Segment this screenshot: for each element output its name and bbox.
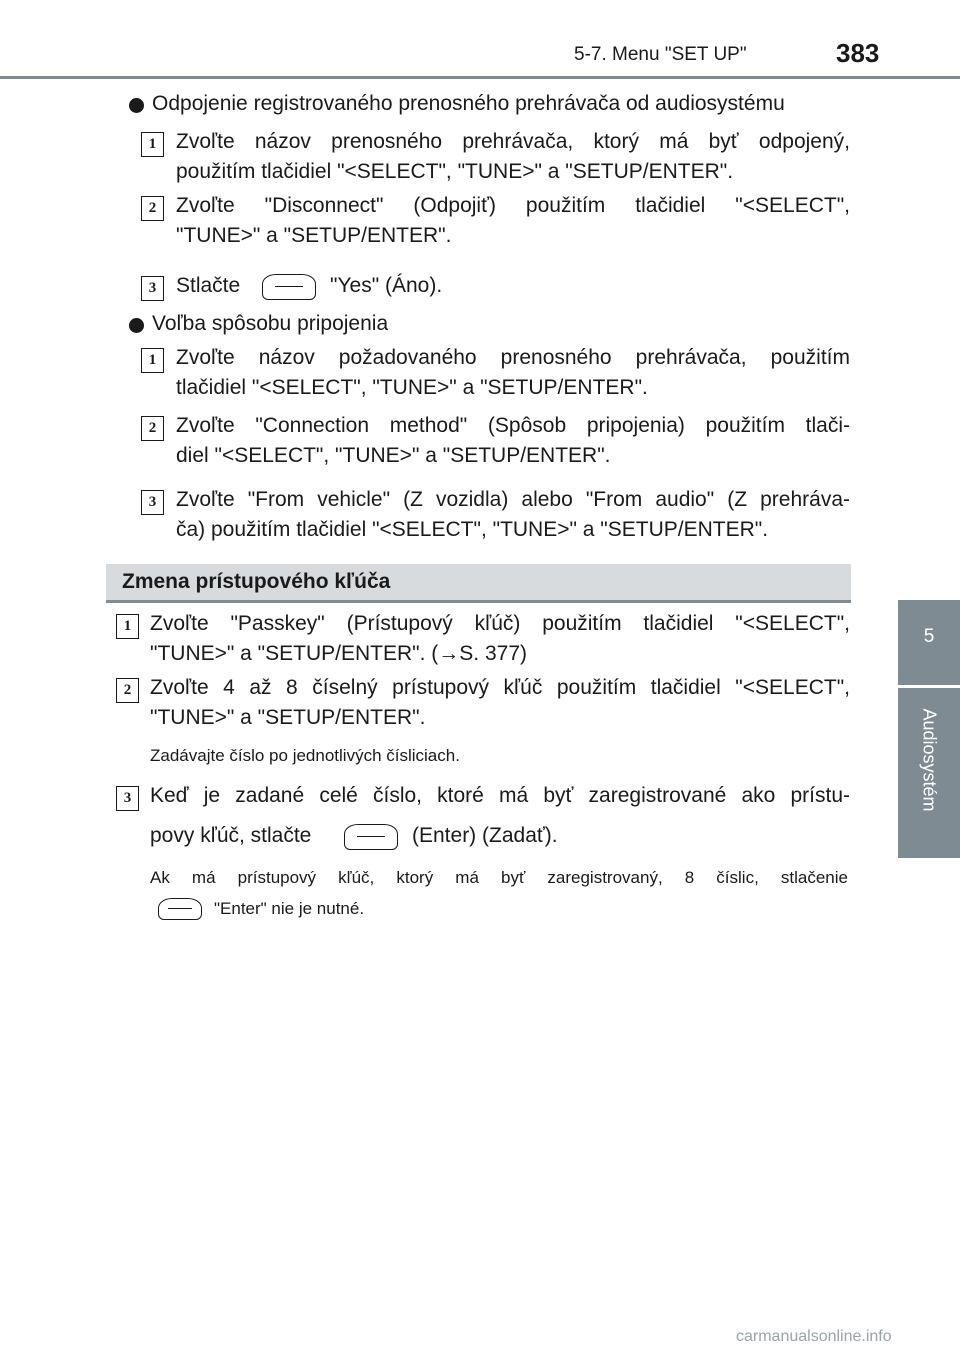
step-text: Zvoľte "Connection method" (Spôsob pripojenia) použitím tlači-	[176, 414, 850, 437]
step-text: Zvoľte "Disconnect" (Odpojiť) použitím tlačidiel "<SELECT",	[176, 194, 850, 217]
bullet-heading: Odpojenie registrovaného prenosného prehrávača od audiosystému	[152, 92, 785, 115]
step-text: "TUNE>" a "SETUP/ENTER".	[150, 706, 426, 729]
page-number: 383	[836, 38, 880, 68]
enter-softkey-icon	[344, 824, 398, 850]
step-note: Zadávajte číslo po jednotlivých čísliciach.	[150, 746, 460, 765]
header-rule	[0, 76, 960, 79]
bullet-dot	[129, 98, 144, 113]
step-text: "TUNE>" a "SETUP/ENTER". (→S. 377)	[150, 642, 527, 665]
step-text: Stlačte	[176, 274, 241, 297]
watermark-footer: carmanualsonline.info	[736, 1328, 892, 1345]
step-number: 2	[141, 416, 164, 441]
step-text: tlačidiel "<SELECT", "TUNE>" a "SETUP/ENTER".	[176, 376, 648, 399]
step-text: diel "<SELECT", "TUNE>" a "SETUP/ENTER".	[176, 444, 611, 467]
step-number: 3	[116, 786, 139, 811]
step-number: 2	[141, 196, 164, 221]
running-header-section: 5-7. Menu "SET UP"	[574, 44, 747, 65]
step-text: "TUNE>" a "SETUP/ENTER".	[176, 224, 452, 247]
step-text: Zvoľte "Passkey" (Prístupový kľúč) použitím tlačidiel "<SELECT",	[150, 612, 850, 635]
step-note: "Enter" nie je nutné.	[214, 899, 365, 918]
step-text: povy kľúč, stlačte	[150, 824, 312, 847]
bullet-heading: Voľba spôsobu pripojenia	[152, 312, 389, 335]
step-text: ča) použitím tlačidiel "<SELECT", "TUNE>" a "SETUP/ENTER".	[176, 518, 769, 541]
step-number: 3	[141, 490, 164, 515]
step-text: "Yes" (Áno).	[330, 274, 443, 297]
chapter-label: Audiosystém	[919, 708, 940, 812]
step-text: použitím tlačidiel "<SELECT", "TUNE>" a "SETUP/ENTER".	[176, 160, 734, 183]
step-text: (Enter) (Zadať).	[412, 824, 558, 847]
step-number: 2	[116, 678, 139, 703]
bullet-dot	[129, 318, 144, 333]
step-number: 1	[141, 132, 164, 157]
step-number: 1	[116, 614, 139, 639]
step-text: Keď je zadané celé číslo, ktoré má byť zaregistrované ako prístu-	[150, 784, 850, 807]
step-number: 3	[141, 276, 164, 301]
step-text: Zvoľte názov požadovaného prenosného prehrávača, použitím	[176, 346, 850, 369]
step-text: Zvoľte 4 až 8 číselný prístupový kľúč použitím tlačidiel "<SELECT",	[150, 676, 850, 699]
chapter-number: 5	[923, 626, 935, 647]
softkey-button-icon	[262, 274, 316, 300]
step-text: Zvoľte "From vehicle" (Z vozidla) alebo "From audio" (Z prehráva-	[176, 488, 850, 511]
section-heading-box	[106, 564, 851, 601]
enter-softkey-icon	[158, 898, 202, 920]
step-note: Ak má prístupový kľúč, ktorý má byť zaregistrovaný, 8 číslic, stlačenie	[150, 868, 848, 887]
section-title: Zmena prístupového kľúča	[122, 570, 391, 593]
step-number: 1	[141, 348, 164, 373]
section-rule	[106, 600, 851, 603]
step-text: Zvoľte názov prenosného prehrávača, ktorý má byť odpojený,	[176, 130, 850, 153]
